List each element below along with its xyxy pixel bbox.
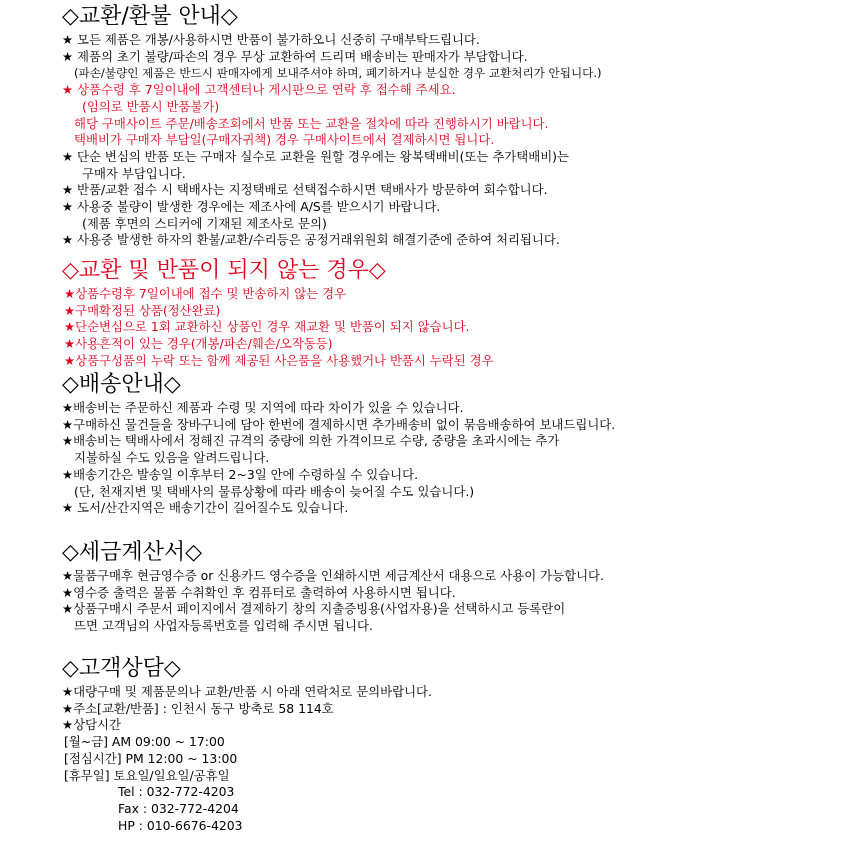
shipping-line: ★배송기간은 발송일 이후부터 2~3일 안에 수령하실 수 있습니다.: [62, 466, 419, 482]
section-title: ◇세금계산서◇: [62, 540, 203, 565]
shipping-line: 지불하실 수도 있음을 알려드립니다.: [74, 450, 270, 466]
contact-line: ★대량구매 및 제품문의나 교환/반품 시 아래 연락처로 문의바랍니다.: [62, 684, 432, 699]
notice-line: ★ 단순 변심의 반품 또는 구매자 실수로 교환을 원할 경우에는 왕복택배비(또는 추가택배비)는: [62, 148, 569, 164]
not-allowed-item: ★단순변심으로 1회 교환하신 상품인 경우 재교환 및 반품이 되지 않습니다.: [64, 319, 470, 335]
contact-hours-label: ★상담시간: [62, 717, 121, 733]
notice-line: (파손/불량인 제품은 반드시 판매자에게 보내주셔야 하며, 폐기하거나 분실한 경우 교환처리가 안됩니다.): [74, 66, 602, 81]
tax-line: ★상품구매시 주문서 페이지에서 결제하기 창의 지출증빙용(사업자용)을 선택하시고 등록란이: [62, 601, 566, 617]
not-allowed-item: ★구매확정된 상품(정산완료): [64, 302, 221, 318]
shipping-line: ★ 도서/산간지역은 배송기간이 길어질수도 있습니다.: [62, 500, 349, 516]
contact-address: ★주소[교환/반품] : 인천시 동구 방축로 58 114호: [62, 700, 334, 716]
notice-line: ★ 모든 제품은 개봉/사용하시면 반품이 불가하오니 신중히 구매부탁드립니다.: [62, 32, 480, 47]
shipping-section: [0, 372, 860, 517]
notice-line-highlight: 택배비가 구매자 부담일(구매자귀책) 경우 구매사이트에서 결제하시면 됩니다.: [74, 132, 495, 148]
tax-invoice-section: [0, 540, 860, 635]
customer-support-section: [0, 656, 860, 834]
not-allowed-item: ★상품구성품의 누락 또는 함께 제공된 사은품을 사용했거나 반품시 누락된 경우: [64, 352, 494, 368]
tax-line: ★영수증 출력은 물품 수취확인 후 컴퓨터로 출력하여 사용하시면 됩니다.: [62, 584, 456, 600]
notice-line: ★ 사용중 불량이 발생한 경우에는 제조사에 A/S를 받으시기 바랍니다.: [62, 199, 441, 215]
shipping-line: (단, 천재지변 및 택배사의 물류상황에 따라 배송이 늦어질 수도 있습니다.): [74, 483, 475, 499]
contact-fax: Fax : 032-772-4204: [118, 800, 239, 816]
contact-hours-holiday: [휴무일] 토요일/일요일/공휴일: [64, 767, 230, 783]
contact-tel: Tel : 032-772-4203: [118, 784, 235, 800]
contact-hours-lunch: [점심시간] PM 12:00 ~ 13:00: [64, 750, 238, 766]
not-allowed-item: ★사용흔적이 있는 경우(개봉/파손/훼손/오작동등): [64, 336, 333, 352]
tax-line: ★물품구매후 현금영수증 or 신용카드 영수증을 인쇄하시면 세금계산서 대용으로 사용이 가능합니다.: [62, 568, 604, 583]
notice-line-highlight: (임의로 반품시 반품불가): [82, 98, 220, 114]
section-title: ◇고객상담◇: [62, 656, 181, 681]
not-allowed-section: [0, 258, 860, 370]
contact-hours-weekday: [월~금] AM 09:00 ~ 17:00: [64, 734, 225, 750]
notice-line: ★ 제품의 초기 불량/파손의 경우 무상 교환하여 드리며 배송비는 판매자가 부담합니다.: [62, 48, 528, 64]
notice-line: 구매자 부담입니다.: [82, 165, 186, 181]
shipping-line: ★배송비는 주문하신 제품과 수령 및 지역에 따라 차이가 있을 수 있습니다.: [62, 400, 464, 415]
section-title: ◇배송안내◇: [62, 372, 181, 397]
section-title: ◇교환/환불 안내◇: [62, 4, 238, 29]
section-title: ◇교환 및 반품이 되지 않는 경우◇: [62, 258, 386, 283]
shipping-line: ★배송비는 택배사에서 정해진 규격의 중량에 의한 가격이므로 수량, 중량을 초과시에는 추가: [62, 433, 560, 449]
tax-line: 뜨면 고객님의 사업자등록번호를 입력해 주시면 됩니다.: [74, 618, 373, 634]
notice-line-highlight: 해당 구매사이트 주문/배송조회에서 반품 또는 교환을 절차에 따라 진행하시기 바랍니다.: [74, 115, 549, 131]
shipping-line: ★구매하신 물건들을 장바구니에 담아 한번에 결제하시면 추가배송비 없이 묶음배송하여 보내드립니다.: [62, 416, 616, 432]
notice-line: (제품 후면의 스티커에 기재된 제조사로 문의): [82, 215, 327, 231]
notice-line: ★ 사용중 발생한 하자의 환불/교환/수리등은 공정거래위원회 해결기준에 준하여 처리됩니다.: [62, 232, 560, 248]
contact-hp: HP : 010-6676-4203: [118, 817, 243, 833]
not-allowed-item: ★상품수령후 7일이내에 접수 및 반송하지 않는 경우: [64, 286, 347, 301]
exchange-refund-section: [0, 4, 860, 249]
notice-line-highlight: ★ 상품수령 후 7일이내에 고객센터나 게시판으로 연락 후 접수해 주세요.: [62, 82, 456, 98]
notice-line: ★ 반품/교환 접수 시 택배사는 지정택배로 선택접수하시면 택배사가 방문하여 회수합니다.: [62, 182, 548, 198]
